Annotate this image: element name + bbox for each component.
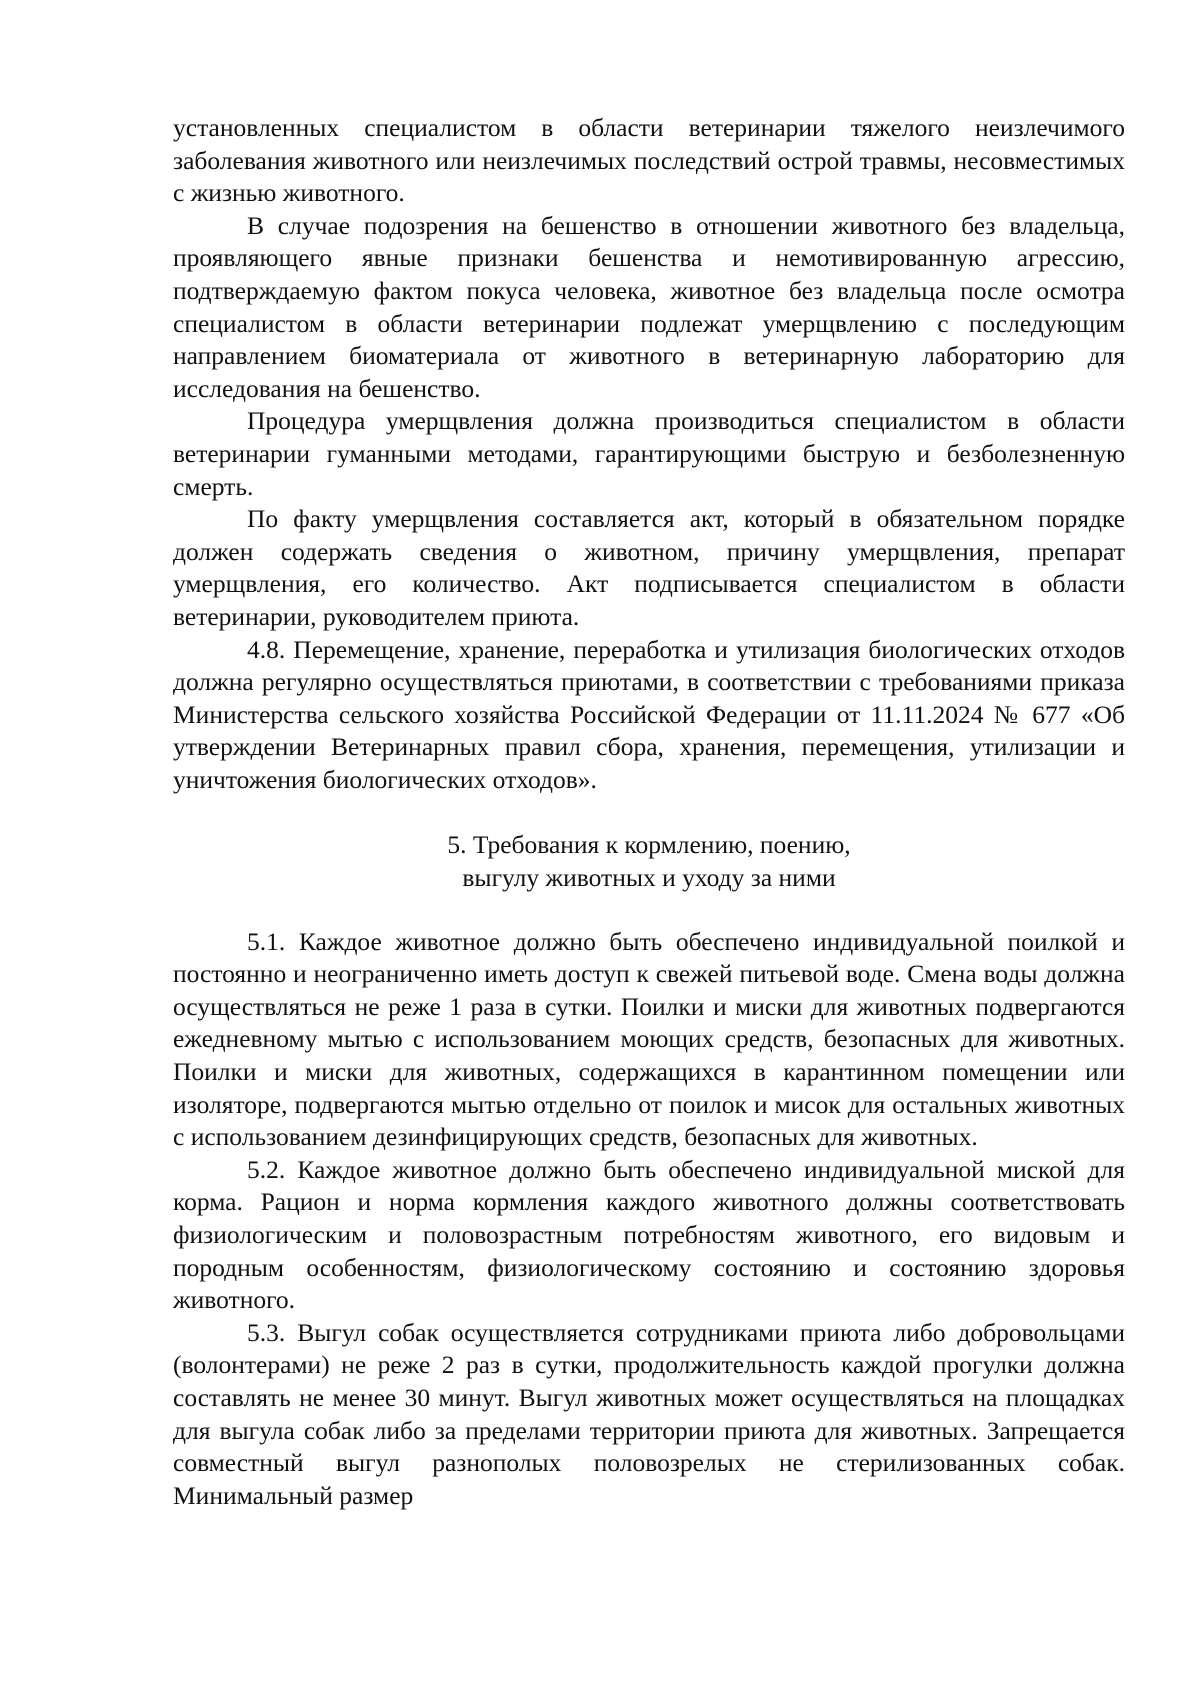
section-heading bbox=[173, 829, 1125, 894]
paragraph-rabies-suspicion: В случае подозрения на бешенство в отношении животного без владельца, проявляющего явные признаки бешенства и немотивированную агрессию, подтверждаемую фактом покуса человека, животное без владельца после осмотра специалистом в области ветеринарии подлежат умерщвлению с последующим направлением биоматериала от животного в ветеринарную лабораторию для исследования на бешенство. bbox=[173, 210, 1125, 403]
paragraph-5-3: 5.3. Выгул собак осуществляется сотрудниками приюта либо добровольцами (волонтерами) не реже 2 раз в сутки, продолжительность каждой прогулки должна составлять не менее 30 минут. Выгул животных может осуществляться на площадках для выгула собак либо за пределами территории приюта для животных. Запрещается совместный выгул разнополых половозрелых не стерилизованных собак. Минимальный размер bbox=[173, 1317, 1125, 1510]
paragraph-5-2: 5.2. Каждое животное должно быть обеспечено индивидуальной миской для корма. Рацион и норма кормления каждого животного должны соответствовать физиологическим и половозрастным потребностям животного, его видовым и породным особенностям, физиологическому состоянию и состоянию здоровья животного. bbox=[173, 1154, 1125, 1315]
section-heading-line-2: выгулу животных и уходу за ними bbox=[462, 863, 836, 893]
paragraph-5-1: 5.1. Каждое животное должно быть обеспечено индивидуальной поилкой и постоянно и неограниченно иметь доступ к свежей питьевой воде. Смена воды должна осуществляться не реже 1 раза в сутки. Поилки и миски для животных подвергаются ежедневному мытью с использованием моющих средств, безопасных для животных. Поилки и миски для животных, содержащихся в карантинном помещении или изоляторе, подвергаются мытью отдельно от поилок и мисок для остальных животных с использованием дезинфицирующих средств, безопасных для животных. bbox=[173, 926, 1125, 1152]
section-heading-line-1: 5. Требования к кормлению, поению, bbox=[447, 830, 851, 860]
paragraph-continuation: установленных специалистом в области ветеринарии тяжелого неизлечимого заболевания животного или неизлечимых последствий острой травмы, несовместимых с жизнью животного. bbox=[173, 113, 1125, 208]
paragraph-euthanasia-procedure: Процедура умерщвления должна производиться специалистом в области ветеринарии гуманными методами, гарантирующими быструю и безболезненную смерть. bbox=[173, 406, 1125, 501]
document-body bbox=[173, 112, 1125, 1512]
paragraph-4-8: 4.8. Перемещение, хранение, переработка и утилизация биологических отходов должна регулярно осуществляться приютами, в соответствии с требованиями приказа Министерства сельского хозяйства Российской Федерации от 11.11.2024 № 677 «Об утверждении Ветеринарных правил сбора, хранения, перемещения, утилизации и уничтожения биологических отходов». bbox=[173, 634, 1125, 794]
paragraph-euthanasia-act: По факту умерщвления составляется акт, который в обязательном порядке должен содержать сведения о животном, причину умерщвления, препарат умерщвления, его количество. Акт подписывается специалистом в области ветеринарии, руководителем приюта. bbox=[173, 504, 1125, 631]
